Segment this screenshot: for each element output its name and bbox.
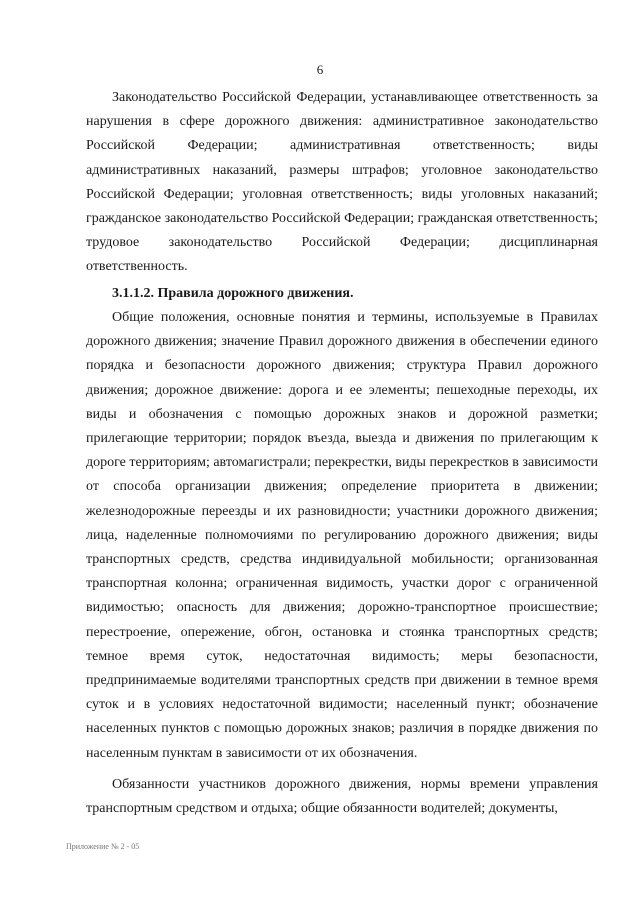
paragraph-legislation xyxy=(86,86,598,280)
section-heading: 3.1.1.2. Правила дорожного движения. xyxy=(112,286,354,301)
paragraph-duties-text: Обязанности участников дорожного движения, нормы времени управления транспортным средством и отдыха; общие обязанности водителей; документы, xyxy=(86,777,598,817)
footer-note: Приложение № 2 - 05 xyxy=(66,842,140,851)
page-number: 6 xyxy=(316,62,324,77)
paragraph-duties xyxy=(86,773,598,821)
paragraph-general-provisions xyxy=(86,306,598,766)
paragraph-general-provisions-text: Общие положения, основные понятия и термины, используемые в Правилах дорожного движения; значение Правил дорожного движения в обеспечении единого порядка и безопасности дорожного движения; структура Правил дорожного движения; дорожное движение: дорога и ее элементы; пешеходные переходы, их виды и обозначения с помощью дорожных знаков и дорожной разметки; прилегающие территории; порядок въезда, выезда и движения по прилегающим к дороге территориям; автомагистрали; перекрестки, виды перекрестков в зависимости от способа организации движения; определение приоритета в движении; железнодорожные переезды и их разновидности; участники дорожного движения; лица, наделенные полномочиями по регулированию дорожного движения; виды транспортных средств, средства индивидуальной мобильности; организованная транспортная колонна; ограниченная видимость, участки дорог с ограниченной видимостью; опасность для движения; дорожно-транспортное происшествие; перестроение, опережение, обгон, остановка и стоянка транспортных средств; темное время суток, недостаточная видимость; меры безопасности, предпринимаемые водителями транспортных средств при движении в темное время суток и в условиях недостаточной видимости; населенный пункт; обозначение населенных пунктов с помощью дорожных знаков; различия в порядке движения по населенным пунктам в зависимости от их обозначения. xyxy=(86,310,598,761)
paragraph-legislation-text: Законодательство Российской Федерации, устанавливающее ответственность за нарушения в сфере дорожного движения: административное законодательство Российской Федерации; административная ответственность; виды административных наказаний, размеры штрафов; уголовное законодательство Российской Федерации; уголовная ответственность; виды уголовных наказаний; гражданское законодательство Российской Федерации; гражданская ответственность; трудовое законодательство Российской Федерации; дисциплинарная ответственность. xyxy=(86,90,598,275)
